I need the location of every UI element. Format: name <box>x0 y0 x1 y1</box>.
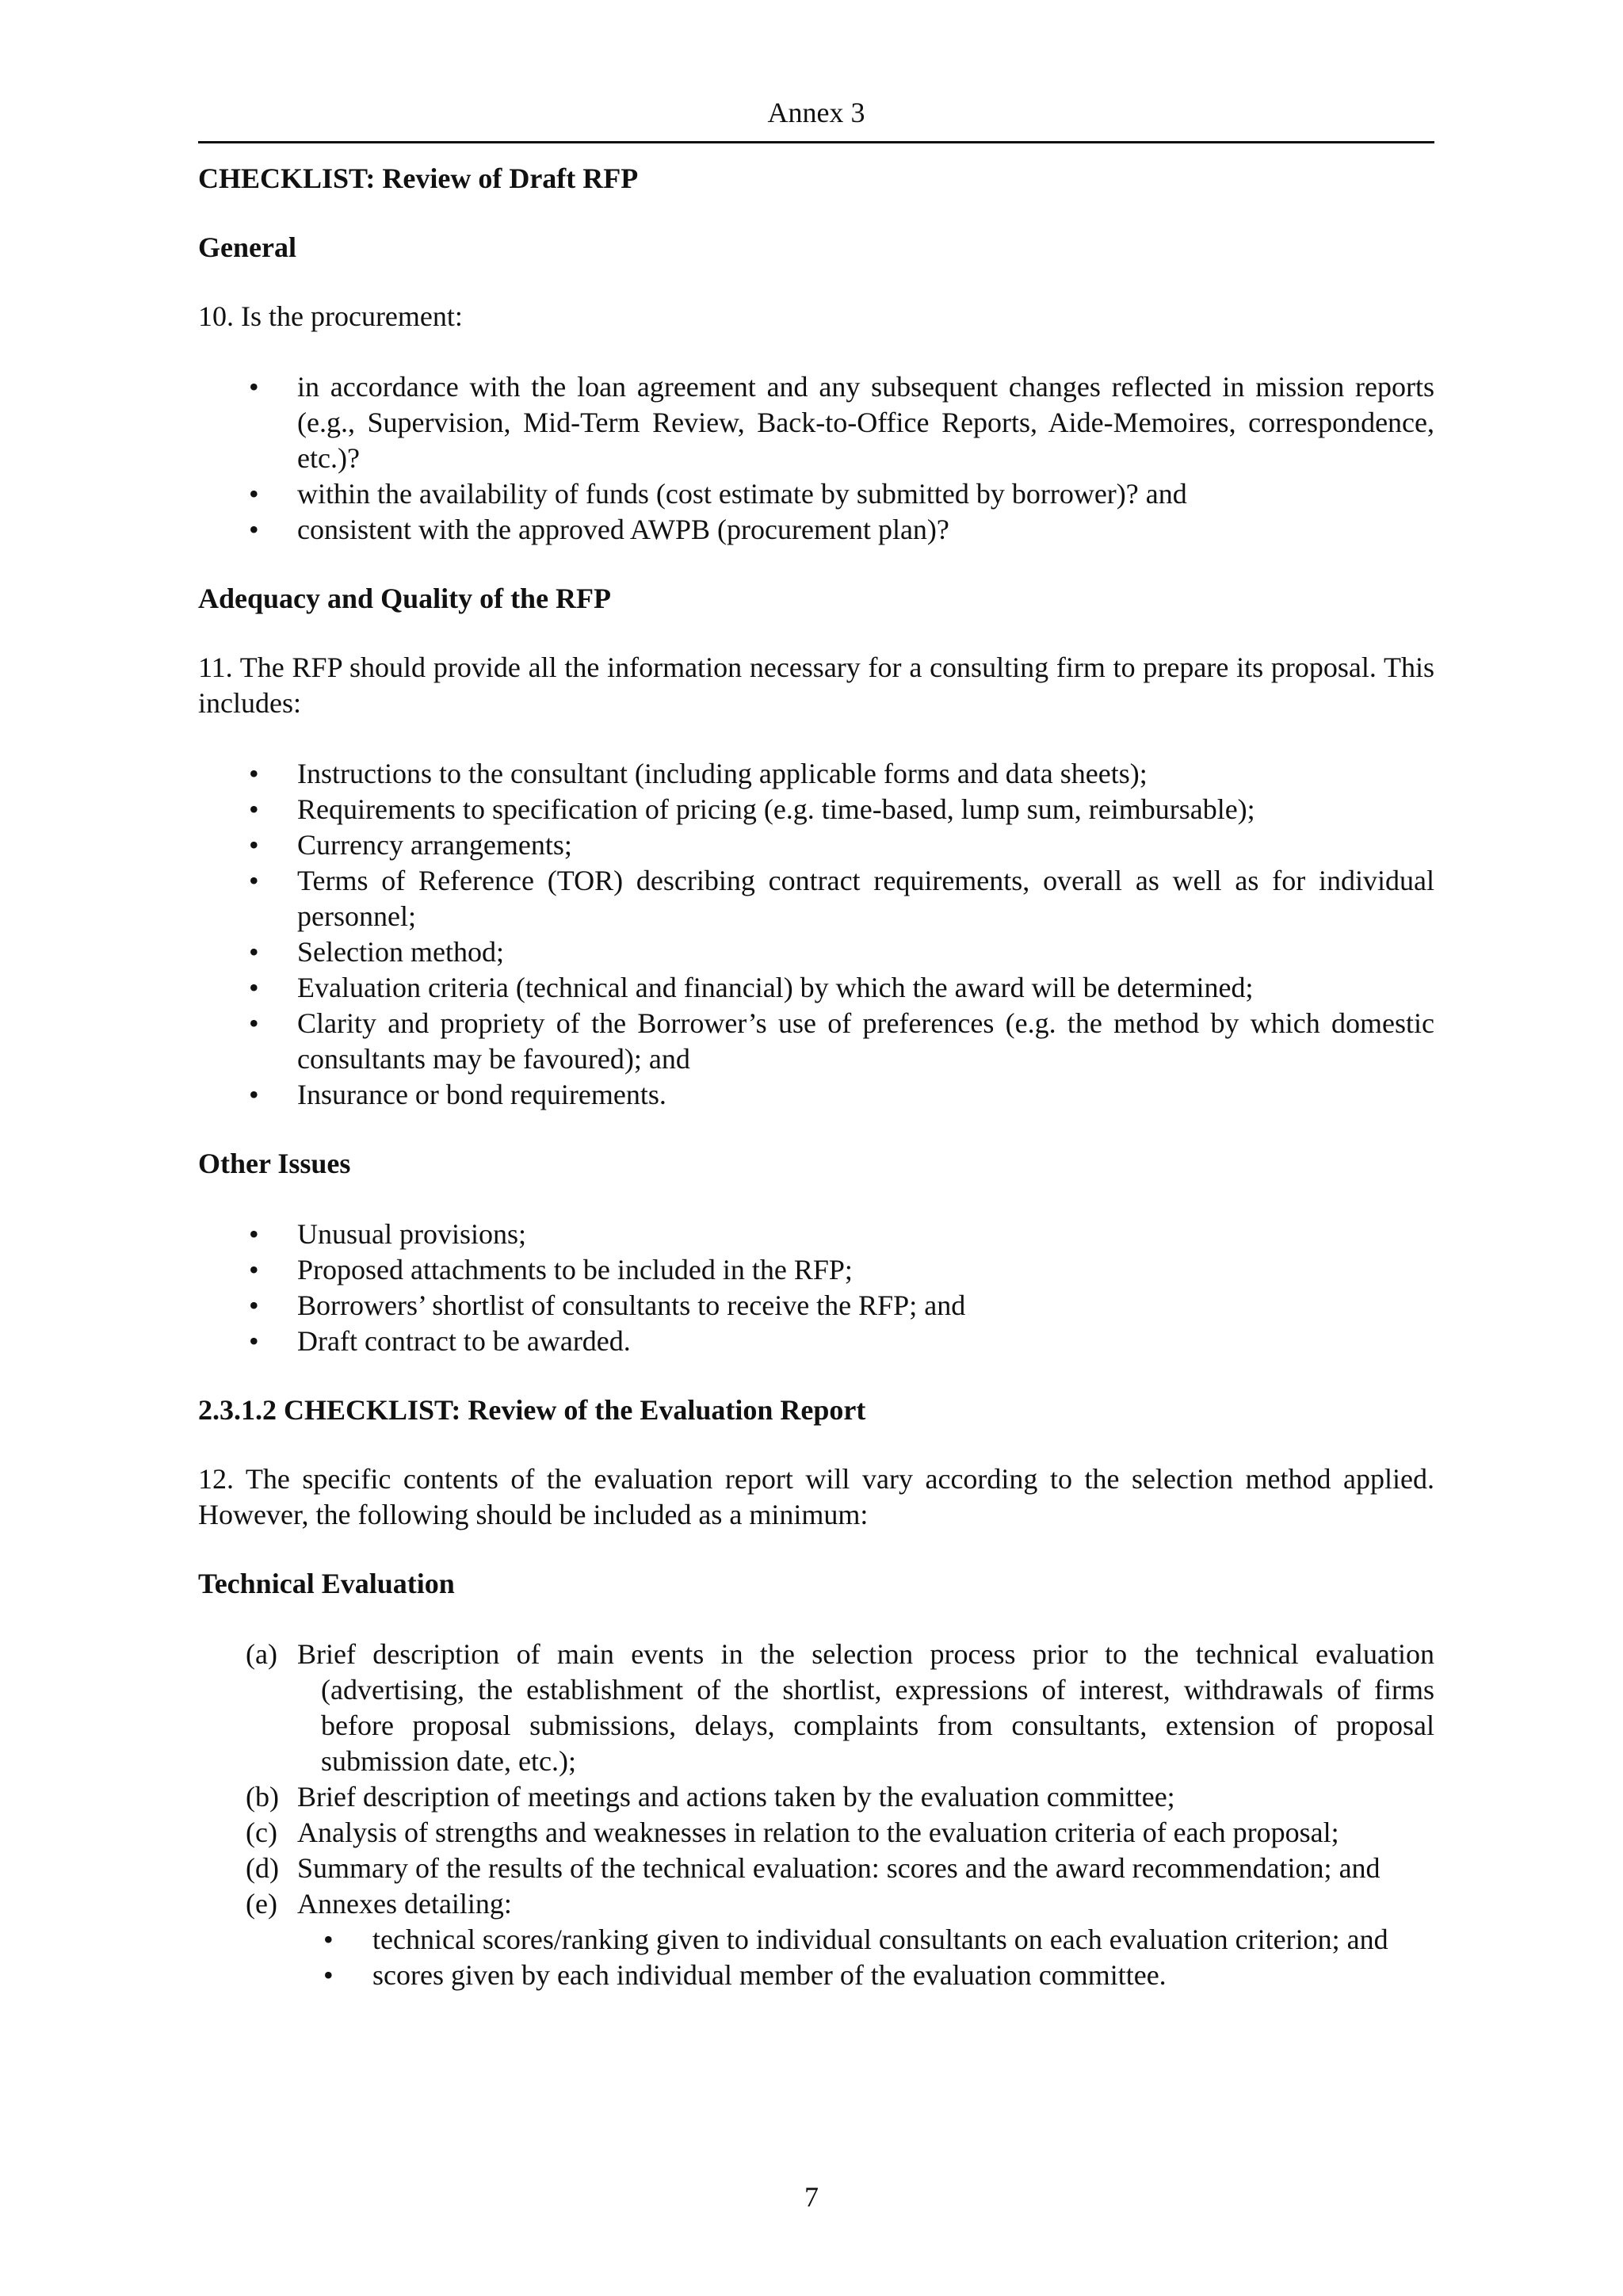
bullet-icon: • <box>249 829 259 861</box>
list-item: (b) Brief description of meetings and actions taken by the evaluation committee; <box>198 1779 1434 1815</box>
list-item: • Terms of Reference (TOR) describing contract requirements, overall as well as for individual personnel; <box>249 865 1434 932</box>
heading-adequacy-quality: Adequacy and Quality of the RFP <box>198 583 612 614</box>
list-item: • Proposed attachments to be included in the RFP; <box>198 1252 1434 1288</box>
bullet-icon: • <box>249 758 259 789</box>
list-item: (c) Analysis of strengths and weaknesses in relation to the evaluation criteria of each proposal; <box>198 1815 1434 1851</box>
bullet-icon: • <box>249 1007 259 1039</box>
list-marker: (c) <box>246 1817 277 1848</box>
list-item: • in accordance with the loan agreement and any subsequent changes reflected in mission reports (e.g., Supervision, Mid-Term Review, Back-to-Office Reports, Aide-Memoires, correspondence, etc.)? <box>249 371 1434 474</box>
bullet-list-other-issues <box>198 1217 1434 1359</box>
list-item: • within the availability of funds (cost estimate by submitted by borrower)? and <box>198 476 1434 512</box>
paragraph-12: 12. The specific contents of the evaluation report will vary according to the selection method applied. However, the following should be included as a minimum: <box>198 1463 1434 1530</box>
bullet-icon: • <box>249 1325 259 1357</box>
list-item: (a) Brief description of main events in the selection process prior to the technical evaluation (advertising, the establishment of the shortlist, expressions of interest, withdrawals of firms before proposal submissions, delays, complaints from consultants, extension of proposal submission date, etc.); <box>246 1638 1434 1777</box>
bullet-icon: • <box>249 793 259 825</box>
list-item: • Selection method; <box>198 934 1434 970</box>
list-marker: (e) <box>246 1888 277 1920</box>
bullet-icon: • <box>249 1254 259 1286</box>
list-item: • Unusual provisions; <box>198 1217 1434 1252</box>
bullet-icon: • <box>323 1959 334 1991</box>
running-header: Annex 3 <box>198 95 1434 143</box>
list-item: • Requirements to specification of pricing (e.g. time-based, lump sum, reimbursable); <box>198 792 1434 827</box>
bullet-icon: • <box>249 1079 259 1110</box>
bullet-icon: • <box>249 1289 259 1321</box>
list-item: • Draft contract to be awarded. <box>198 1324 1434 1359</box>
list-item: • consistent with the approved AWPB (procurement plan)? <box>198 512 1434 548</box>
paragraph-10: 10. Is the procurement: <box>198 300 463 332</box>
bullet-icon: • <box>249 972 259 1003</box>
bullet-icon: • <box>249 514 259 545</box>
list-marker: (d) <box>246 1852 279 1884</box>
bullet-icon: • <box>249 936 259 968</box>
bullet-list-rfp-contents <box>198 756 1434 1113</box>
bullet-icon: • <box>323 1924 334 1955</box>
section-title-rfp-checklist: CHECKLIST: Review of Draft RFP <box>198 162 639 194</box>
bullet-icon: • <box>249 865 259 896</box>
list-item: • scores given by each individual member of the evaluation committee. <box>198 1958 1434 1993</box>
list-item: (d) Summary of the results of the technical evaluation: scores and the award recommendation; and <box>198 1851 1434 1886</box>
bullet-icon: • <box>249 1218 259 1250</box>
list-marker: (a) <box>246 1638 277 1670</box>
section-title-evaluation-report: 2.3.1.2 CHECKLIST: Review of the Evaluation Report <box>198 1394 866 1426</box>
heading-general: General <box>198 231 296 263</box>
bullet-list-annexes <box>198 1922 1434 1993</box>
list-item: • Borrowers’ shortlist of consultants to receive the RFP; and <box>198 1288 1434 1324</box>
heading-other-issues: Other Issues <box>198 1148 351 1179</box>
lettered-list-evaluation-contents <box>198 1637 1434 1922</box>
list-item: • Evaluation criteria (technical and financial) by which the award will be determined; <box>198 970 1434 1006</box>
list-item: • technical scores/ranking given to individual consultants on each evaluation criterion; and <box>198 1922 1434 1958</box>
bullet-icon: • <box>249 371 259 403</box>
list-item: • Insurance or bond requirements. <box>198 1077 1434 1113</box>
list-marker: (b) <box>246 1781 279 1813</box>
page-number: 7 <box>804 2181 819 2213</box>
list-item: (e) Annexes detailing: <box>198 1886 1434 1922</box>
list-item: • Clarity and propriety of the Borrower’s use of preferences (e.g. the method by which domestic consultants may be favoured); and <box>249 1007 1434 1075</box>
bullet-list-procurement <box>198 369 1434 548</box>
document-page <box>198 95 1434 1993</box>
paragraph-11: 11. The RFP should provide all the information necessary for a consulting firm to prepare its proposal. This includes: <box>198 651 1434 719</box>
bullet-icon: • <box>249 478 259 510</box>
heading-technical-evaluation: Technical Evaluation <box>198 1568 455 1599</box>
list-item: • Instructions to the consultant (including applicable forms and data sheets); <box>198 756 1434 792</box>
list-item: • Currency arrangements; <box>198 827 1434 863</box>
